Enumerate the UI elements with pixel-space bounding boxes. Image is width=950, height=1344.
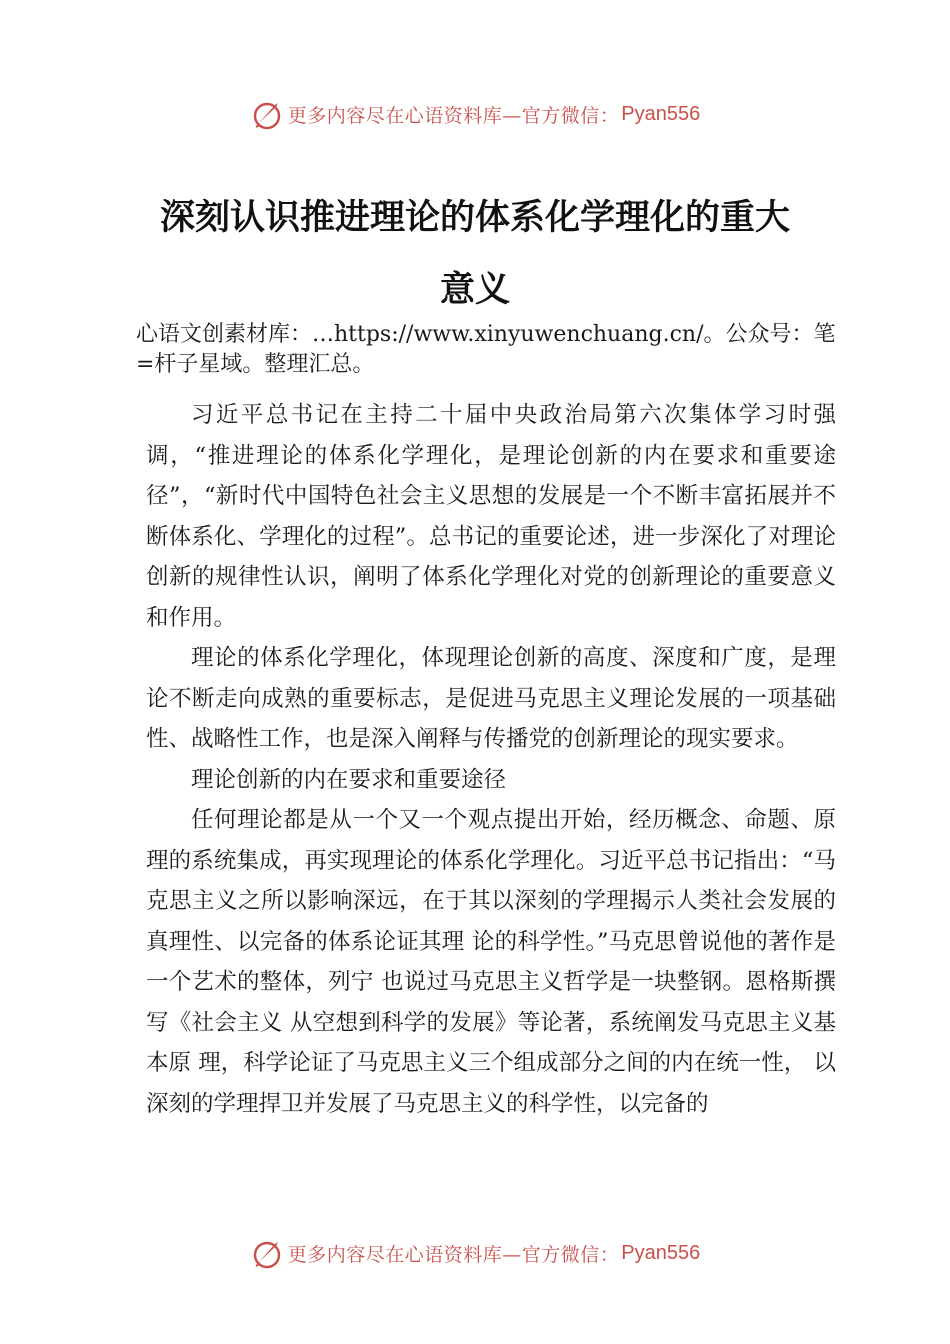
document-title	[120, 182, 830, 326]
document-body	[146, 395, 836, 1124]
banner-wechat-id: Pyan556	[621, 1241, 701, 1264]
banner-wechat-id: Pyan556	[621, 102, 701, 125]
title-line-2: 意义	[439, 270, 510, 310]
title-line-1: 深刻认识推进理论的体系化学理化的重大	[159, 198, 790, 238]
quill-seal-icon	[250, 97, 284, 131]
source-note: 心语文创素材库：…https://www.xinyuwenchuang.cn/。公众号：笔=杆子星域。整理汇总。	[136, 322, 836, 377]
banner-text: 更多内容尽在心语资料库—官方微信：	[287, 1243, 620, 1266]
paragraph: 理论的体系化学理化，体现理论创新的高度、深度和广度，是理论不断走向成熟的重要标志，是促进马克思主义理论发展的一项基础性、战略性工作，也是深入阐释与传播党的创新理论的现实要求。	[146, 645, 836, 752]
quill-seal-icon	[250, 1236, 284, 1270]
footer-banner	[0, 1233, 950, 1273]
section-heading: 理论创新的内在要求和重要途径	[191, 766, 507, 793]
banner-text: 更多内容尽在心语资料库—官方微信：	[287, 104, 620, 127]
header-banner	[0, 94, 950, 134]
paragraph: 任何理论都是从一个又一个观点提出开始，经历概念、命题、原理的系统集成，再实现理论的体系化学理化。习近平总书记指出：“马克思主义之所以影响深远，在于其以深刻的学理揭示人类社会发展的真理性、以完备的体系论证其理 论的科学性。”马克思曾说他的著作是一个艺术的整体，列宁 也说过马克思主义哲学是一块整钢。恩格斯撰写《社会主义 从空想到科学的发展》等论著，系统阐发马克思主义基本原 理，科学论证了马克思主义三个组成部分之间的内在统一性， 以深刻的学理捍卫并发展了马克思主义的科学性，以完备的	[146, 807, 836, 1117]
paragraph: 习近平总书记在主持二十届中央政治局第六次集体学习时强调，“推进理论的体系化学理化，是理论创新的内在要求和重要途径”，“新时代中国特色社会主义思想的发展是一个不断丰富拓展并不断体系化、学理化的过程”。总书记的重要论述，进一步深化了对理论创新的规律性认识，阐明了体系化学理化对党的创新理论的重要意义和作用。	[146, 402, 836, 631]
